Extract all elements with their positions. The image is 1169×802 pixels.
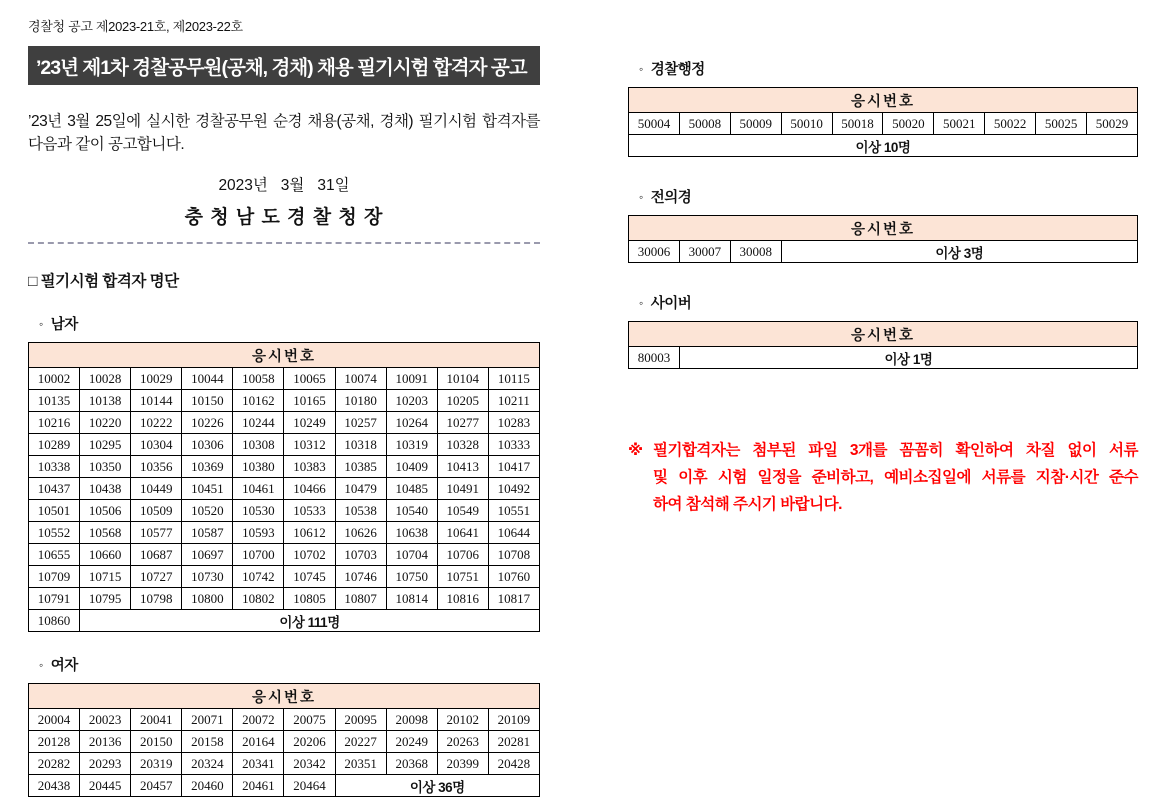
table-row xyxy=(629,347,1138,369)
exam-number-cell: 10509 xyxy=(131,500,182,522)
exam-number-cell: 10091 xyxy=(386,368,437,390)
exam-number-cell: 10304 xyxy=(131,434,182,456)
note-line: 및 이후 시험 일정을 준비하고, 예비소집일에 서류를 지참·시간 준수 xyxy=(653,469,1138,486)
exam-number-cell: 10549 xyxy=(437,500,488,522)
exam-number-cell: 10162 xyxy=(233,390,284,412)
exam-number-cell: 10479 xyxy=(335,478,386,500)
exam-number-cell: 10115 xyxy=(488,368,539,390)
table-row xyxy=(29,610,540,632)
exam-number-cell: 10356 xyxy=(131,456,182,478)
section-male-label xyxy=(28,313,540,334)
exam-number-cell: 50009 xyxy=(730,113,781,135)
exam-number-header: 응시번호 xyxy=(629,88,1138,113)
exam-number-cell: 10491 xyxy=(437,478,488,500)
exam-number-cell: 10058 xyxy=(233,368,284,390)
exam-number-cell: 20438 xyxy=(29,775,80,797)
exam-number-cell: 20150 xyxy=(131,731,182,753)
total-count-cell: 이상 36명 xyxy=(335,775,539,797)
note-line: 필기합격자는 첨부된 파일 3개를 꼼꼼히 확인하여 차질 없이 서류 xyxy=(653,442,1138,459)
exam-number-cell: 10709 xyxy=(29,566,80,588)
exam-number-cell: 10746 xyxy=(335,566,386,588)
list-section-title: □ 필기시험 합격자 명단 xyxy=(28,273,179,290)
table-row xyxy=(29,412,540,434)
table-row xyxy=(29,522,540,544)
circle-bullet-icon: ◦ xyxy=(639,62,643,76)
exam-number-cell: 10104 xyxy=(437,368,488,390)
exam-number-cell: 10533 xyxy=(284,500,335,522)
exam-number-cell: 10641 xyxy=(437,522,488,544)
exam-number-cell: 20128 xyxy=(29,731,80,753)
table-row xyxy=(29,544,540,566)
document-title: ’23년 제1차 경찰공무원(공채, 경채) 채용 필기시험 합격자 공고 xyxy=(36,56,527,79)
exam-number-cell: 50021 xyxy=(934,113,985,135)
right-column xyxy=(628,58,1138,518)
exam-number-cell: 10660 xyxy=(80,544,131,566)
table-row xyxy=(29,500,540,522)
exam-number-cell: 80003 xyxy=(629,347,680,369)
exam-number-cell: 10264 xyxy=(386,412,437,434)
section-female xyxy=(28,654,540,797)
exam-number-cell: 10369 xyxy=(182,456,233,478)
note-line: 하여 참석해 주시기 바랍니다. xyxy=(653,496,842,513)
exam-number-cell: 20399 xyxy=(437,753,488,775)
exam-number-cell: 10687 xyxy=(131,544,182,566)
exam-number-cell: 20136 xyxy=(80,731,131,753)
exam-number-cell: 10501 xyxy=(29,500,80,522)
section-cyber xyxy=(628,292,1138,369)
exam-number-cell: 50022 xyxy=(985,113,1036,135)
exam-number-cell: 10205 xyxy=(437,390,488,412)
exam-number-cell: 30007 xyxy=(679,241,730,263)
exam-number-cell: 10065 xyxy=(284,368,335,390)
exam-number-cell: 20445 xyxy=(80,775,131,797)
section-jeonuigyeong xyxy=(628,186,1138,263)
exam-number-cell: 20282 xyxy=(29,753,80,775)
exam-number-cell: 10538 xyxy=(335,500,386,522)
exam-number-cell: 20095 xyxy=(335,709,386,731)
exam-number-cell: 20368 xyxy=(386,753,437,775)
exam-number-cell: 10385 xyxy=(335,456,386,478)
document-title-bar xyxy=(28,46,540,85)
exam-number-cell: 30006 xyxy=(629,241,680,263)
exam-number-cell: 10700 xyxy=(233,544,284,566)
total-count-cell: 이상 10명 xyxy=(629,135,1138,157)
exam-number-cell: 10751 xyxy=(437,566,488,588)
exam-number-cell: 10638 xyxy=(386,522,437,544)
exam-number-cell: 10577 xyxy=(131,522,182,544)
exam-number-cell: 10350 xyxy=(80,456,131,478)
exam-number-cell: 20023 xyxy=(80,709,131,731)
exam-number-cell: 10530 xyxy=(233,500,284,522)
section-label-text: 경찰행정 xyxy=(650,62,705,78)
total-count-cell: 이상 111명 xyxy=(80,610,540,632)
exam-number-cell: 50020 xyxy=(883,113,934,135)
exam-number-cell: 20341 xyxy=(233,753,284,775)
exam-number-cell: 20227 xyxy=(335,731,386,753)
exam-number-cell: 20072 xyxy=(233,709,284,731)
total-count-cell: 이상 3명 xyxy=(781,241,1137,263)
exam-number-cell: 20075 xyxy=(284,709,335,731)
female-exam-table xyxy=(28,683,540,797)
exam-number-cell: 20457 xyxy=(131,775,182,797)
exam-number-cell: 10451 xyxy=(182,478,233,500)
exam-number-cell: 10380 xyxy=(233,456,284,478)
section-label-text: 전의경 xyxy=(650,190,692,206)
exam-number-cell: 10044 xyxy=(182,368,233,390)
exam-number-cell: 10802 xyxy=(233,588,284,610)
exam-number-cell: 10306 xyxy=(182,434,233,456)
table-row xyxy=(629,216,1138,241)
exam-number-cell: 10795 xyxy=(80,588,131,610)
exam-number-cell: 10333 xyxy=(488,434,539,456)
table-row xyxy=(629,113,1138,135)
exam-number-cell: 20098 xyxy=(386,709,437,731)
table-row xyxy=(29,588,540,610)
notice-number: 경찰청 공고 제2023-21호, 제2023-22호 xyxy=(28,19,243,34)
exam-number-cell: 10289 xyxy=(29,434,80,456)
exam-number-cell: 50025 xyxy=(1036,113,1087,135)
exam-number-cell: 10211 xyxy=(488,390,539,412)
exam-number-header: 응시번호 xyxy=(29,684,540,709)
table-row xyxy=(29,368,540,390)
exam-number-cell: 10308 xyxy=(233,434,284,456)
section-jeonuigyeong-label xyxy=(628,186,1138,207)
exam-number-cell: 10644 xyxy=(488,522,539,544)
exam-number-cell: 10319 xyxy=(386,434,437,456)
exam-number-cell: 20324 xyxy=(182,753,233,775)
exam-number-cell: 50018 xyxy=(832,113,883,135)
table-row xyxy=(29,709,540,731)
table-row xyxy=(29,456,540,478)
exam-number-cell: 10028 xyxy=(80,368,131,390)
exam-number-cell: 10138 xyxy=(80,390,131,412)
circle-bullet-icon: ◦ xyxy=(639,190,643,204)
exam-number-cell: 10222 xyxy=(131,412,182,434)
exam-number-cell: 20071 xyxy=(182,709,233,731)
exam-number-cell: 20109 xyxy=(488,709,539,731)
exam-number-cell: 10612 xyxy=(284,522,335,544)
exam-number-cell: 10704 xyxy=(386,544,437,566)
exam-number-cell: 10730 xyxy=(182,566,233,588)
exam-number-cell: 10817 xyxy=(488,588,539,610)
exam-number-cell: 10383 xyxy=(284,456,335,478)
exam-number-cell: 10220 xyxy=(80,412,131,434)
total-count-cell: 이상 1명 xyxy=(679,347,1137,369)
exam-number-cell: 10568 xyxy=(80,522,131,544)
exam-number-cell: 10593 xyxy=(233,522,284,544)
exam-number-cell: 10135 xyxy=(29,390,80,412)
exam-number-cell: 10226 xyxy=(182,412,233,434)
exam-number-cell: 10745 xyxy=(284,566,335,588)
section-police-admin xyxy=(628,58,1138,157)
exam-number-cell: 10807 xyxy=(335,588,386,610)
exam-number-cell: 50004 xyxy=(629,113,680,135)
exam-number-cell: 10587 xyxy=(182,522,233,544)
exam-number-cell: 10150 xyxy=(182,390,233,412)
circle-bullet-icon: ◦ xyxy=(639,296,643,310)
exam-number-cell: 10703 xyxy=(335,544,386,566)
table-row xyxy=(629,322,1138,347)
exam-number-cell: 10283 xyxy=(488,412,539,434)
exam-number-cell: 30008 xyxy=(730,241,781,263)
exam-number-cell: 10216 xyxy=(29,412,80,434)
exam-number-cell: 10318 xyxy=(335,434,386,456)
exam-number-cell: 10814 xyxy=(386,588,437,610)
exam-number-cell: 10029 xyxy=(131,368,182,390)
exam-number-cell: 10449 xyxy=(131,478,182,500)
circle-bullet-icon: ◦ xyxy=(39,658,43,672)
exam-number-header: 응시번호 xyxy=(29,343,540,368)
exam-number-cell: 10002 xyxy=(29,368,80,390)
table-row xyxy=(629,135,1138,157)
exam-number-cell: 10438 xyxy=(80,478,131,500)
exam-number-cell: 20428 xyxy=(488,753,539,775)
section-male xyxy=(28,313,540,632)
exam-number-cell: 10328 xyxy=(437,434,488,456)
exam-number-cell: 10413 xyxy=(437,456,488,478)
exam-number-cell: 10798 xyxy=(131,588,182,610)
table-row xyxy=(629,88,1138,113)
male-exam-table xyxy=(28,342,540,632)
exam-number-cell: 20460 xyxy=(182,775,233,797)
exam-number-cell: 10655 xyxy=(29,544,80,566)
exam-number-header: 응시번호 xyxy=(629,216,1138,241)
exam-number-cell: 10506 xyxy=(80,500,131,522)
circle-bullet-icon: ◦ xyxy=(39,317,43,331)
exam-number-cell: 10485 xyxy=(386,478,437,500)
exam-number-cell: 10706 xyxy=(437,544,488,566)
table-row xyxy=(29,434,540,456)
exam-number-cell: 10750 xyxy=(386,566,437,588)
exam-number-cell: 10727 xyxy=(131,566,182,588)
exam-number-cell: 10312 xyxy=(284,434,335,456)
exam-number-cell: 10180 xyxy=(335,390,386,412)
table-row xyxy=(29,753,540,775)
exam-number-cell: 20342 xyxy=(284,753,335,775)
exam-number-cell: 10203 xyxy=(386,390,437,412)
table-row xyxy=(29,478,540,500)
exam-number-cell: 20293 xyxy=(80,753,131,775)
exam-number-cell: 10791 xyxy=(29,588,80,610)
exam-number-cell: 20461 xyxy=(233,775,284,797)
exam-number-cell: 10540 xyxy=(386,500,437,522)
exam-number-cell: 10520 xyxy=(182,500,233,522)
exam-number-cell: 10417 xyxy=(488,456,539,478)
section-female-label xyxy=(28,654,540,675)
table-row xyxy=(629,241,1138,263)
intro-paragraph: ’23년 3월 25일에 실시한 경찰공무원 순경 채용(공채, 경채) 필기시험 합격자를 다음과 같이 공고합니다. xyxy=(28,113,540,153)
exam-number-cell: 10249 xyxy=(284,412,335,434)
section-label-text: 여자 xyxy=(50,658,78,674)
table-row xyxy=(29,684,540,709)
exam-number-cell: 50029 xyxy=(1087,113,1138,135)
exam-number-cell: 20041 xyxy=(131,709,182,731)
exam-number-cell: 10244 xyxy=(233,412,284,434)
exam-number-cell: 20164 xyxy=(233,731,284,753)
exam-number-cell: 20263 xyxy=(437,731,488,753)
table-row xyxy=(29,731,540,753)
exam-number-cell: 10492 xyxy=(488,478,539,500)
exam-number-cell: 10552 xyxy=(29,522,80,544)
section-label-text: 사이버 xyxy=(650,296,692,312)
exam-number-cell: 10697 xyxy=(182,544,233,566)
exam-number-cell: 10165 xyxy=(284,390,335,412)
announcement-date: 2023년 3월 31일 xyxy=(218,177,350,194)
exam-number-cell: 10760 xyxy=(488,566,539,588)
reference-mark-icon: ※ xyxy=(628,442,643,459)
cyber-exam-table xyxy=(628,321,1138,369)
exam-number-cell: 50008 xyxy=(679,113,730,135)
table-row xyxy=(29,775,540,797)
exam-number-cell: 10277 xyxy=(437,412,488,434)
exam-number-cell: 10461 xyxy=(233,478,284,500)
exam-number-cell: 10074 xyxy=(335,368,386,390)
table-row xyxy=(29,343,540,368)
exam-number-cell: 10708 xyxy=(488,544,539,566)
jeonuigyeong-exam-table xyxy=(628,215,1138,263)
exam-number-cell: 10257 xyxy=(335,412,386,434)
exam-number-cell: 10702 xyxy=(284,544,335,566)
table-row xyxy=(29,566,540,588)
section-cyber-label xyxy=(628,292,1138,313)
exam-number-cell: 10816 xyxy=(437,588,488,610)
exam-number-cell: 10144 xyxy=(131,390,182,412)
exam-number-cell: 10800 xyxy=(182,588,233,610)
dashed-divider xyxy=(28,242,540,244)
exam-number-cell: 20249 xyxy=(386,731,437,753)
exam-number-cell: 20102 xyxy=(437,709,488,731)
section-police-admin-label xyxy=(628,58,1138,79)
exam-number-cell: 10409 xyxy=(386,456,437,478)
exam-number-cell: 10338 xyxy=(29,456,80,478)
police-admin-exam-table xyxy=(628,87,1138,157)
exam-number-cell: 10626 xyxy=(335,522,386,544)
exam-number-cell: 20004 xyxy=(29,709,80,731)
exam-number-cell: 20351 xyxy=(335,753,386,775)
exam-number-cell: 20281 xyxy=(488,731,539,753)
left-column xyxy=(28,16,540,797)
exam-number-cell: 10742 xyxy=(233,566,284,588)
exam-number-cell: 10805 xyxy=(284,588,335,610)
table-row xyxy=(29,390,540,412)
issuing-authority: 충 청 남 도 경 찰 청 장 xyxy=(184,207,384,228)
exam-number-cell: 20464 xyxy=(284,775,335,797)
exam-number-cell: 50010 xyxy=(781,113,832,135)
section-label-text: 남자 xyxy=(50,317,78,333)
exam-number-cell: 20158 xyxy=(182,731,233,753)
exam-number-cell: 20206 xyxy=(284,731,335,753)
exam-number-cell: 10466 xyxy=(284,478,335,500)
exam-number-cell: 10715 xyxy=(80,566,131,588)
attention-note xyxy=(628,437,1138,518)
exam-number-cell: 10437 xyxy=(29,478,80,500)
exam-number-header: 응시번호 xyxy=(629,322,1138,347)
exam-number-cell: 10551 xyxy=(488,500,539,522)
exam-number-cell: 10860 xyxy=(29,610,80,632)
exam-number-cell: 10295 xyxy=(80,434,131,456)
exam-number-cell: 20319 xyxy=(131,753,182,775)
